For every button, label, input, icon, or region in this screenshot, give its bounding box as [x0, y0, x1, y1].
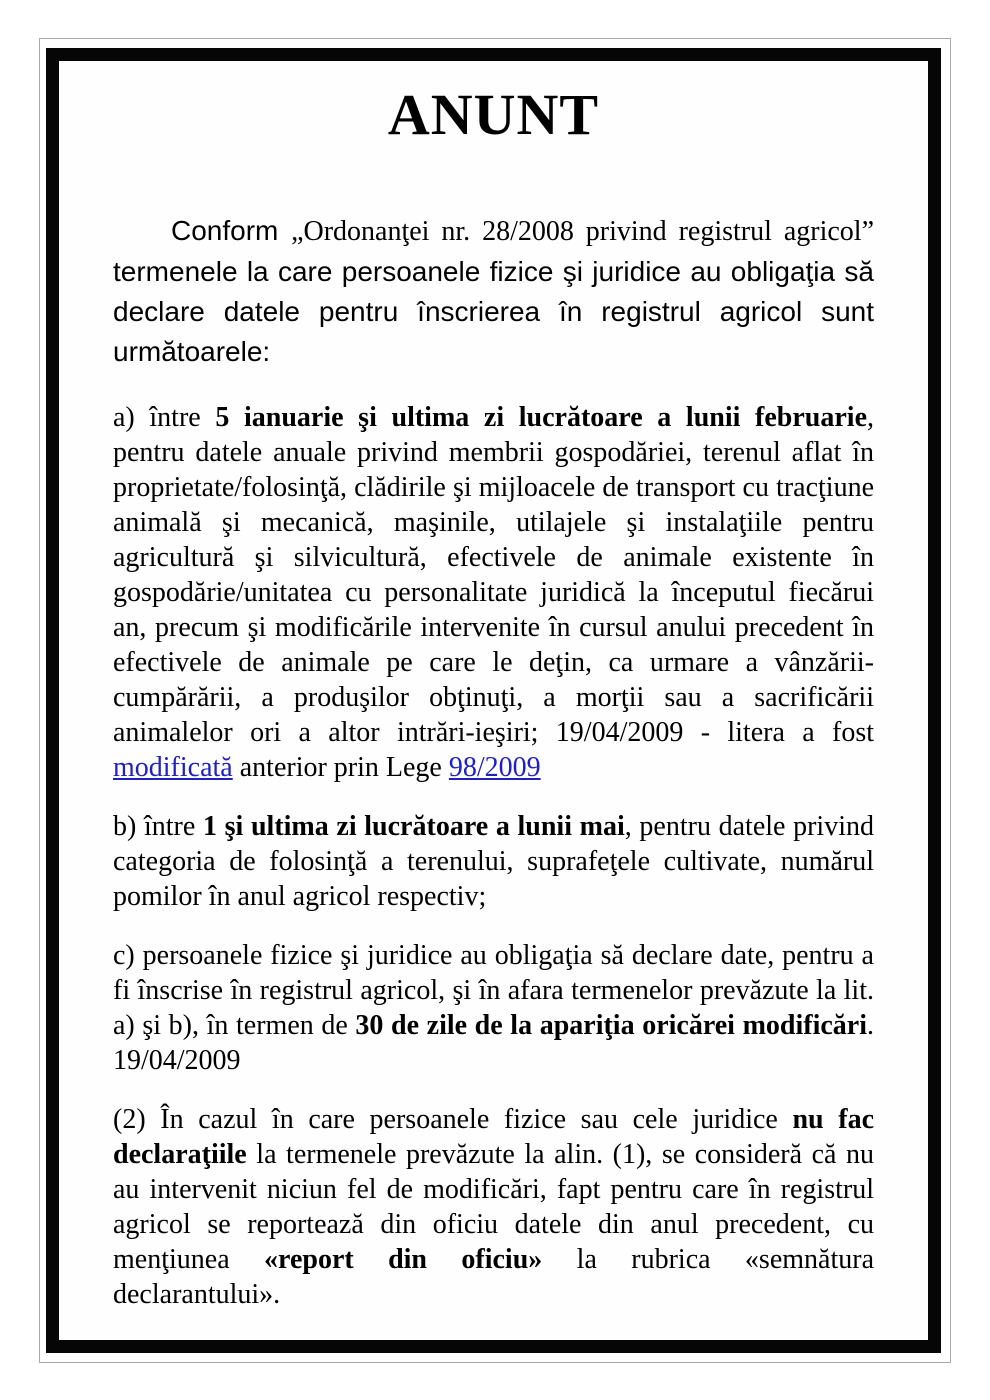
text-segment: la rubrica «semnătura declarantului».	[113, 1244, 874, 1310]
paragraph-alin-2	[113, 1102, 874, 1312]
text-segment: , pentru datele privind categoria de folosinţă a terenului, suprafeţele cultivate, numărul pomilor în anul agricol respectiv;	[113, 811, 874, 912]
paragraph-term-c	[113, 938, 874, 1078]
document-title: ANUNT	[387, 82, 600, 147]
text-segment: termenele la care persoanele fizice şi juridice au obligaţia să declare datele pentru înscrierea în registrul agricol sunt următoarele:	[113, 256, 874, 367]
text-segment: , pentru datele anuale privind membrii gospodăriei, terenul aflat în proprietate/folosinţă, clădirile şi mijloacele de transport cu tracţiune animală şi mecanică, maşinile, utilajele şi instalaţiile pentru agricultură şi silvicultură, efectivele de animale existente în gospodărie/unitatea cu personalitate juridică la începutul fiecărui an, precum şi modificările intervenite în cursul anului precedent în efectivele de animale pe care le deţin, ca urmare a vânzării-cumpărării, a produşilor obţinuţi, a morţii sau a sacrificării animalelor ori a altor intrări-ieşiri; 19/04/2009 - litera a fost	[113, 402, 874, 748]
paragraph-term-b	[113, 809, 874, 914]
text-segment: a) între	[113, 402, 216, 433]
text-segment: . 19/04/2009	[113, 1010, 874, 1076]
text-segment: nu fac declaraţiile	[113, 1104, 874, 1170]
document-frame	[46, 48, 941, 1353]
text-segment: anterior prin Lege	[232, 752, 449, 783]
hyperlink[interactable]: modificată	[113, 752, 233, 783]
text-segment: „Ordonanţei nr. 28/2008 privind registrul agricol”	[291, 216, 874, 247]
text-segment: 1 şi ultima zi lucrătoare a lunii mai	[202, 811, 625, 842]
text-segment: b) între	[113, 811, 203, 842]
document-body	[59, 61, 928, 1312]
text-segment: la termenele prevăzute la alin. (1), se consideră că nu au intervenit niciun fel de modificări, fapt pentru care în registrul agricol se reportează din oficiu datele din anul precedent, cu menţiunea	[113, 1139, 874, 1275]
paragraph-intro	[113, 211, 874, 372]
text-segment: 30 de zile de la apariţia oricărei modificări	[355, 1010, 867, 1041]
text-segment: 5 ianuarie şi ultima zi lucrătoare a lunii februarie	[215, 402, 867, 433]
text-segment: c) persoanele fizice şi juridice au obligaţia să declare date, pentru a fi înscrise în registrul agricol, şi în afara termenelor prevăzute la lit. a) şi b), în termen de	[113, 940, 874, 1041]
paragraph-term-a	[113, 400, 874, 785]
hyperlink[interactable]: 98/2009	[448, 752, 541, 783]
text-segment: (2) În cazul în care persoanele fizice sau cele juridice	[113, 1104, 793, 1135]
text-segment: «report din oficiu»	[264, 1244, 543, 1275]
text-segment: Conform	[171, 215, 292, 246]
